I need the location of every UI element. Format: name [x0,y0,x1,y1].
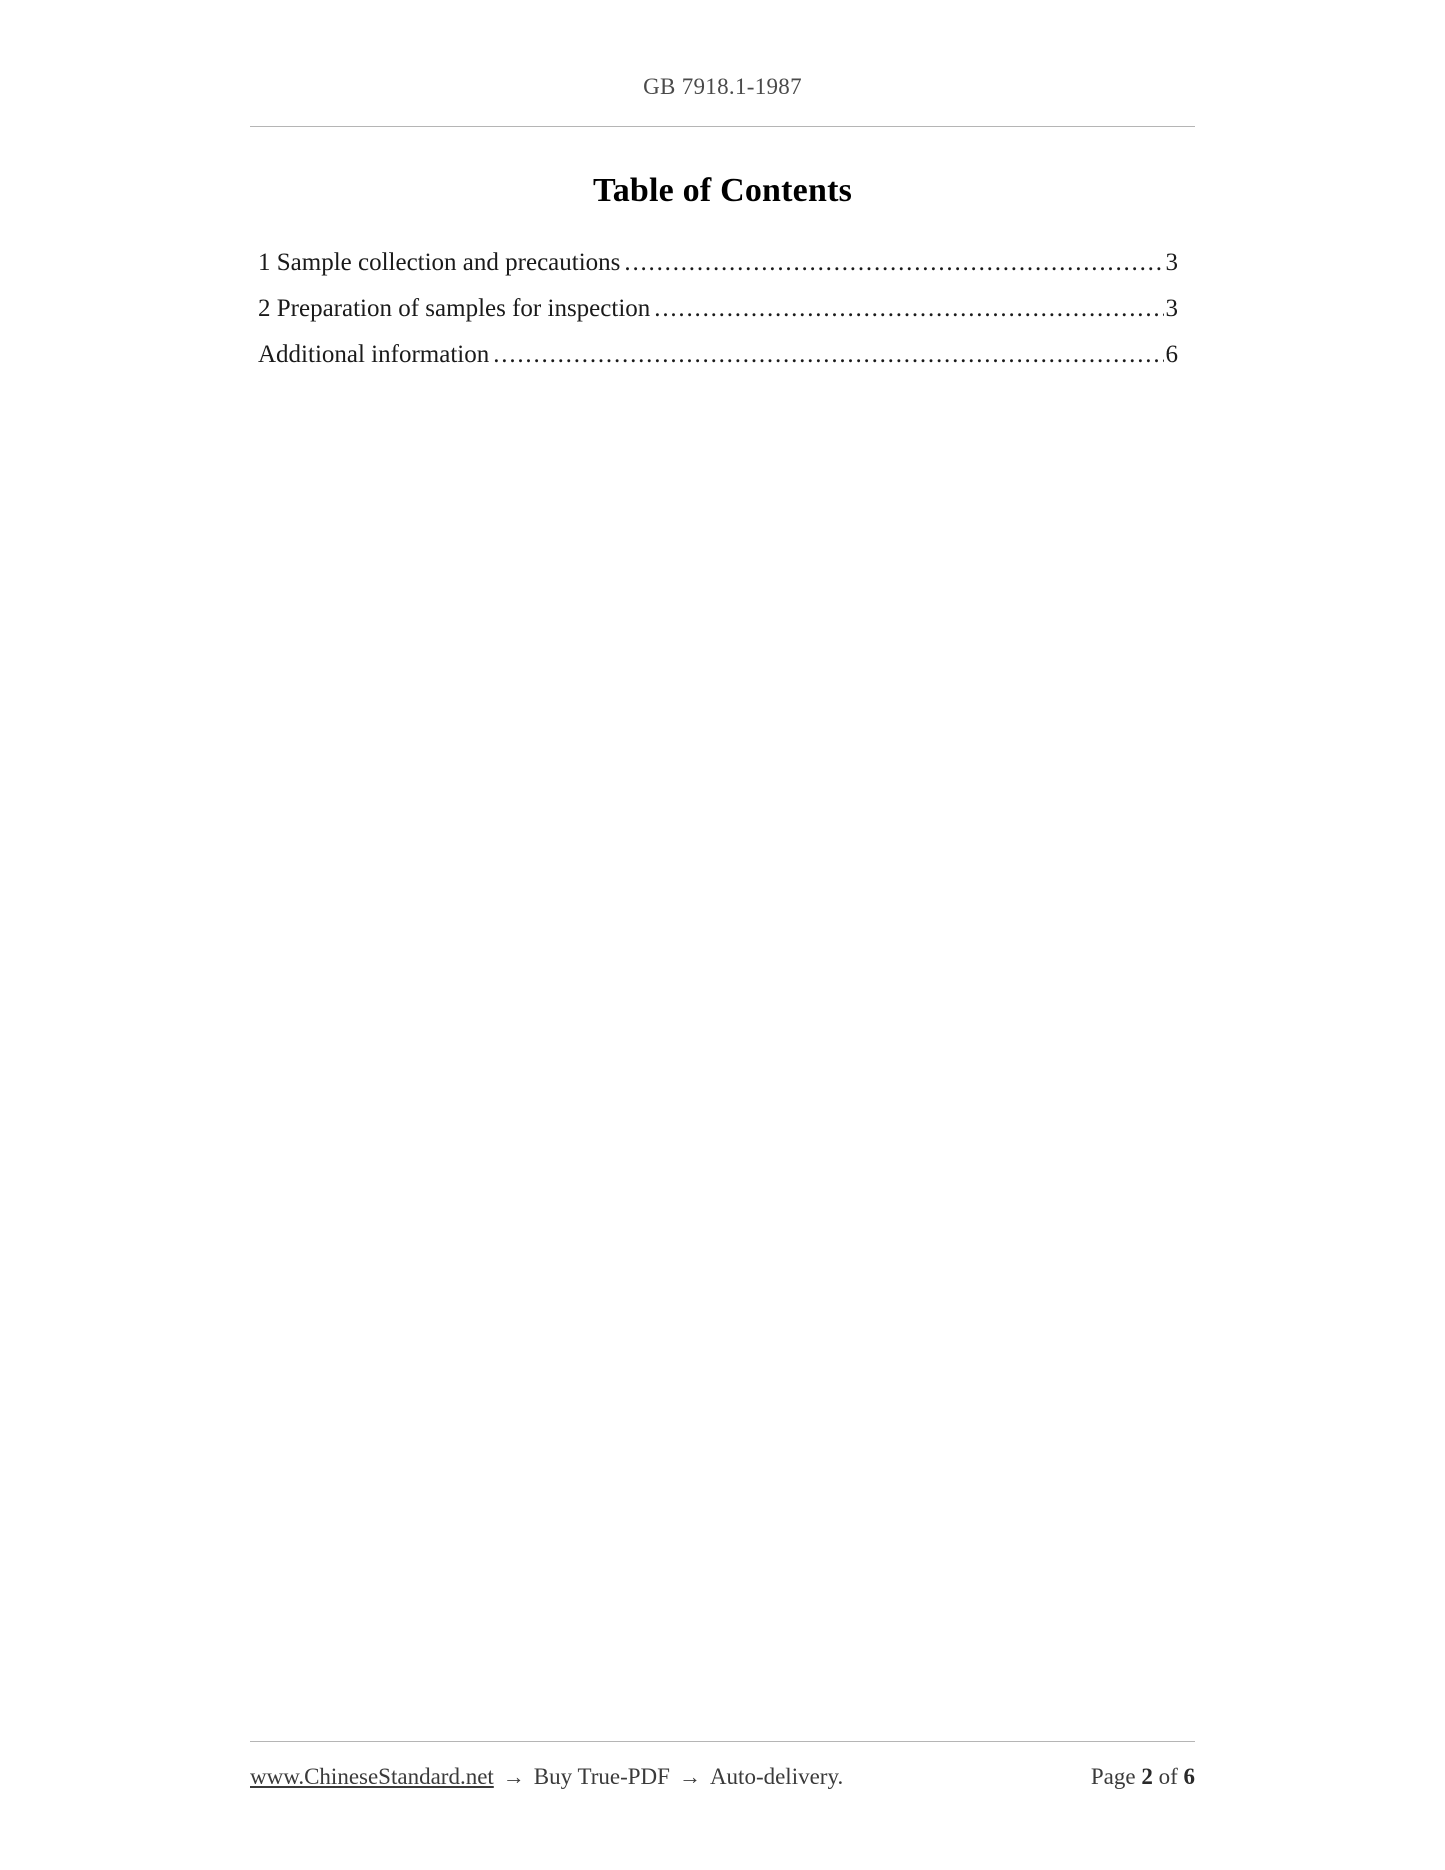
auto-delivery-text: Auto-delivery. [709,1764,844,1789]
toc-entry-label: 1 Sample collection and precautions [258,249,621,276]
page-number: 2 [1141,1764,1153,1789]
toc-entry-page: 3 [1165,249,1178,276]
toc-entry[interactable] [258,240,1178,286]
page-total: 6 [1183,1764,1195,1789]
page-title: Table of Contents [592,172,853,209]
page-indicator [1091,1764,1195,1790]
page-label: Page [1090,1764,1136,1789]
standard-code: GB 7918.1-1987 [643,74,802,99]
header-divider [250,126,1195,127]
arrow-right-icon: → [678,1764,701,1789]
website-link[interactable]: www.ChineseStandard.net [250,1764,494,1789]
table-of-contents [258,240,1178,378]
toc-leader-dots [654,302,1163,332]
footer-promo [250,1764,843,1790]
page-header [0,74,1445,100]
toc-entry-page: 6 [1165,341,1178,368]
arrow-right-icon: → [502,1764,525,1789]
toc-entry[interactable] [258,286,1178,332]
buy-pdf-text: Buy True-PDF [533,1764,670,1789]
of-label: of [1158,1764,1178,1789]
toc-entry-page: 3 [1165,295,1178,322]
toc-entry[interactable] [258,332,1178,378]
toc-leader-dots [493,348,1163,378]
toc-entry-label: Additional information [258,341,490,368]
toc-leader-dots [624,256,1163,286]
page-footer [250,1764,1195,1790]
toc-entry-label: 2 Preparation of samples for inspection [258,295,651,322]
footer-divider [250,1741,1195,1742]
